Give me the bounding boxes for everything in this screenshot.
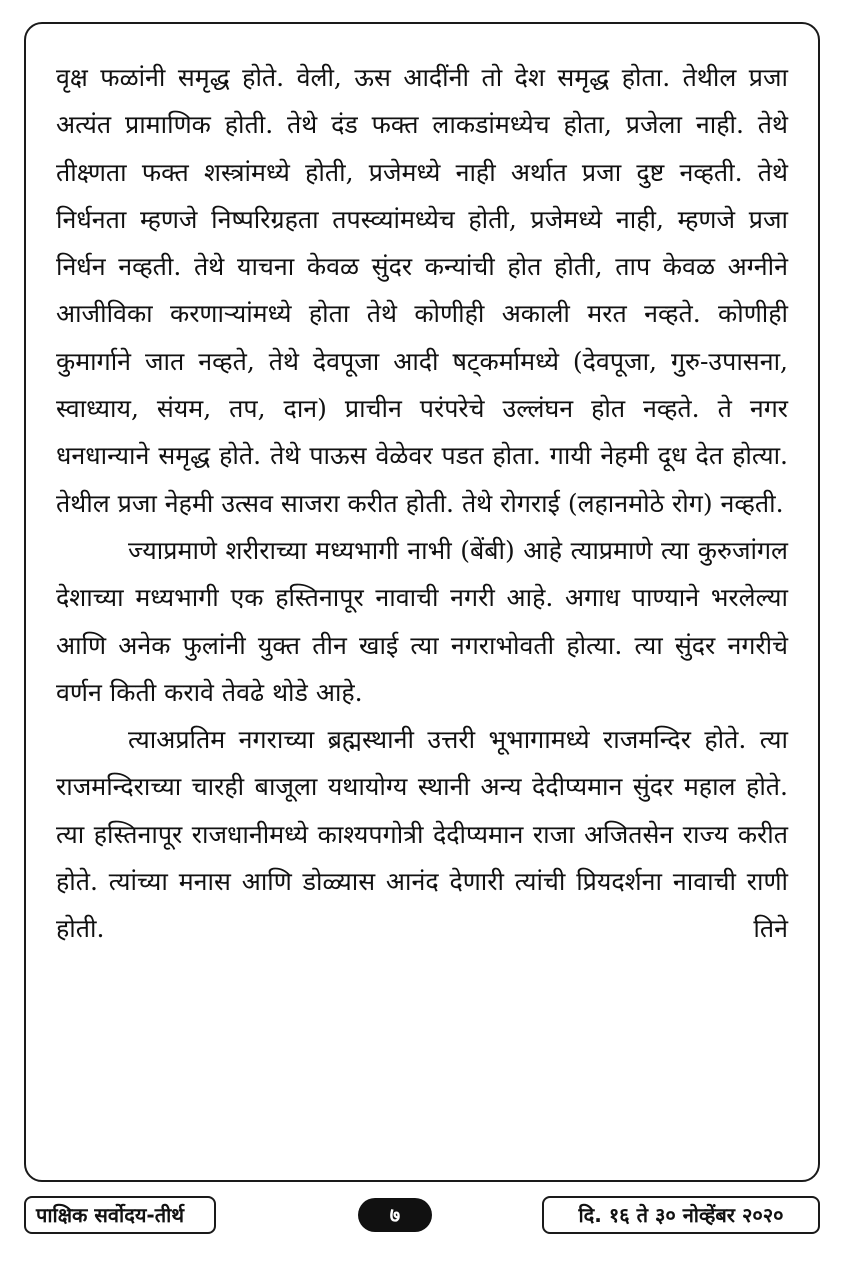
paragraph-1: वृक्ष फळांनी समृद्ध होते. वेली, ऊस आदींनी तो देश समृद्ध होता. तेथील प्रजा अत्यंत प्रामाणिक होती. तेथे दंड फक्त लाकडांमध्येच होता, प्रजेला नाही. तेथे तीक्ष्णता फक्त शस्त्रांमध्ये होती, प्रजेमध्ये नाही अर्थात प्रजा दुष्ट नव्हती. तेथे निर्धनता म्हणजे निष्परिग्रहता तपस्व्यांमध्येच होती, प्रजेमध्ये नाही, म्हणजे प्रजा निर्धन नव्हती. तेथे याचना केवळ सुंदर कन्यांची होत होती, ताप केवळ अग्नीने आजीविका करणाऱ्यांमध्ये होता तेथे कोणीही अकाली मरत नव्हते. कोणीही कुमार्गाने जात नव्हते, तेथे देवपूजा आदी षट्कर्मामध्ये (देवपूजा, गुरु-उपासना, स्वाध्याय, संयम, तप, दान) प्राचीन परंपरेचे उल्लंघन होत नव्हते. ते नगर धनधान्याने समृद्ध होते. तेथे पाऊस वेळेवर पडत होता. गायी नेहमी दूध देत होत्या. तेथील प्रजा नेहमी उत्सव साजरा करीत होती. तेथे रोगराई (लहानमोठे रोग) नव्हती. xyxy=(56,63,788,518)
page-footer xyxy=(24,1196,824,1238)
issue-date: दि. १६ ते ३० नोव्हेंबर २०२० xyxy=(542,1196,820,1234)
paragraph-3: त्याअप्रतिम नगराच्या ब्रह्मस्थानी उत्तरी भूभागामध्ये राजमन्दिर होते. त्या राजमन्दिराच्या चारही बाजूला यथायोग्य स्थानी अन्य देदीप्यमान सुंदर महाल होते. त्या हस्तिनापूर राजधानीमध्ये काश्यपगोत्री देदीप्यमान राजा अजितसेन राज्य करीत होते. त्यांच्या मनास आणि डोळ्यास आनंद देणारी त्यांची प्रियदर्शना नावाची राणी होती. तिने xyxy=(56,725,788,944)
page-number: ७ xyxy=(358,1198,432,1232)
publication-name: पाक्षिक सर्वोदय-तीर्थ xyxy=(24,1196,216,1234)
body-text xyxy=(56,54,788,953)
paragraph-2: ज्याप्रमाणे शरीराच्या मध्यभागी नाभी (बेंबी) आहे त्याप्रमाणे त्या कुरुजांगल देशाच्या मध्यभागी एक हस्तिनापूर नावाची नगरी आहे. अगाध पाण्याने भरलेल्या आणि अनेक फुलांनी युक्त तीन खाई त्या नगराभोवती होत्या. त्या सुंदर नगरीचे वर्णन किती करावे तेवढे थोडे आहे. xyxy=(56,535,788,707)
page-content-frame xyxy=(24,22,820,1182)
